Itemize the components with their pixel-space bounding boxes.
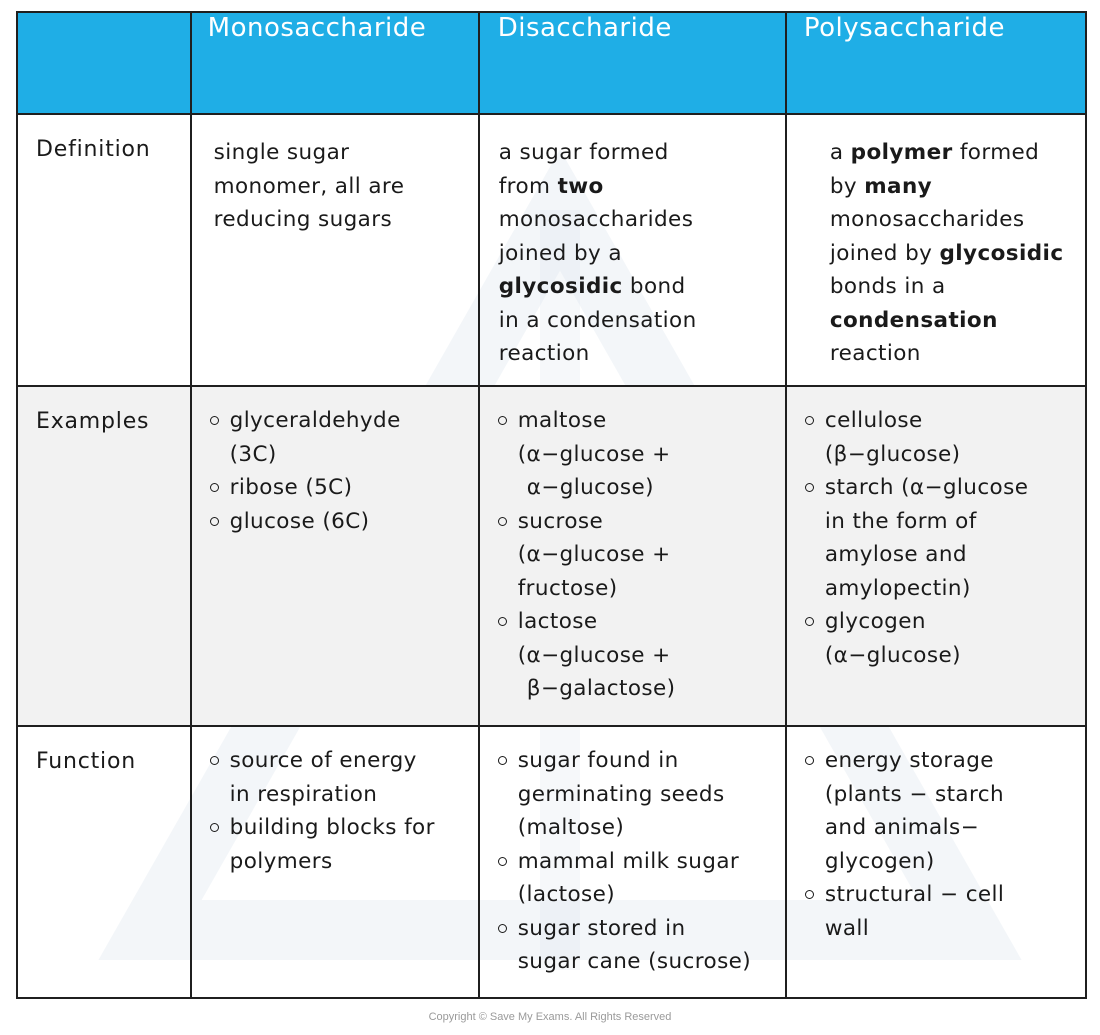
list-item: building blocks for polymers [192,811,478,878]
definition-row [17,114,1086,386]
function-poly-cell [786,726,1086,998]
function-label-cell [17,726,191,998]
saccharide-comparison-table [16,11,1087,999]
function-row [17,726,1086,998]
function-mono-cell [191,726,479,998]
examples-di-list [480,387,785,706]
definition-di-text: a sugar formed from two monosaccharides joined by a glycosidic bond in a condensation reaction [498,140,697,366]
list-item: source of energy in respiration [192,744,478,811]
function-di-list [480,727,785,979]
list-item: glyceraldehyde (3C) [192,404,478,471]
definition-poly-text: a polymer formed by many monosaccharides joined by glycosidic bonds in a condensation reaction [829,140,1064,366]
header-row [17,12,1086,114]
list-item: energy storage (plants − starch and animals− glycogen) [787,744,1085,878]
list-item: sugar stored in sugar cane (sucrose) [480,912,785,979]
examples-row [17,386,1086,726]
header-disaccharide: Disaccharide [479,12,786,114]
list-item: glycogen (α−glucose) [787,605,1085,672]
list-item: cellulose (β−glucose) [787,404,1085,471]
list-item: mammal milk sugar (lactose) [480,845,785,912]
function-poly-list [787,727,1085,945]
examples-mono-cell [191,386,479,726]
row-label-function: Function [36,749,136,774]
list-item: lactose (α−glucose + β−galactose) [480,605,785,706]
examples-poly-list [787,387,1085,672]
function-mono-list [192,727,478,878]
function-di-cell [479,726,786,998]
list-item: ribose (5C) [192,471,478,505]
row-label-examples: Examples [36,409,150,434]
list-item: starch (α−glucose in the form of amylose and amylopectin) [787,471,1085,605]
examples-mono-list [192,387,478,538]
definition-mono-cell [191,114,479,386]
examples-poly-cell [786,386,1086,726]
list-item: sucrose (α−glucose + fructose) [480,505,785,606]
definition-poly-cell [786,114,1086,386]
definition-mono-text: single sugar monomer, all are reducing sugars [213,140,405,232]
examples-label-cell [17,386,191,726]
list-item: maltose (α−glucose + α−glucose) [480,404,785,505]
row-label-definition: Definition [36,137,151,162]
copyright-notice: Copyright © Save My Exams. All Rights Reserved [428,1011,672,1023]
definition-di-cell [479,114,786,386]
header-polysaccharide: Polysaccharide [786,12,1086,114]
list-item: sugar found in germinating seeds (maltose) [480,744,785,845]
examples-di-cell [479,386,786,726]
list-item: glucose (6C) [192,505,478,539]
definition-label-cell [17,114,191,386]
header-monosaccharide: Monosaccharide [191,12,479,114]
list-item: structural − cell wall [787,878,1085,945]
header-blank [17,12,191,114]
